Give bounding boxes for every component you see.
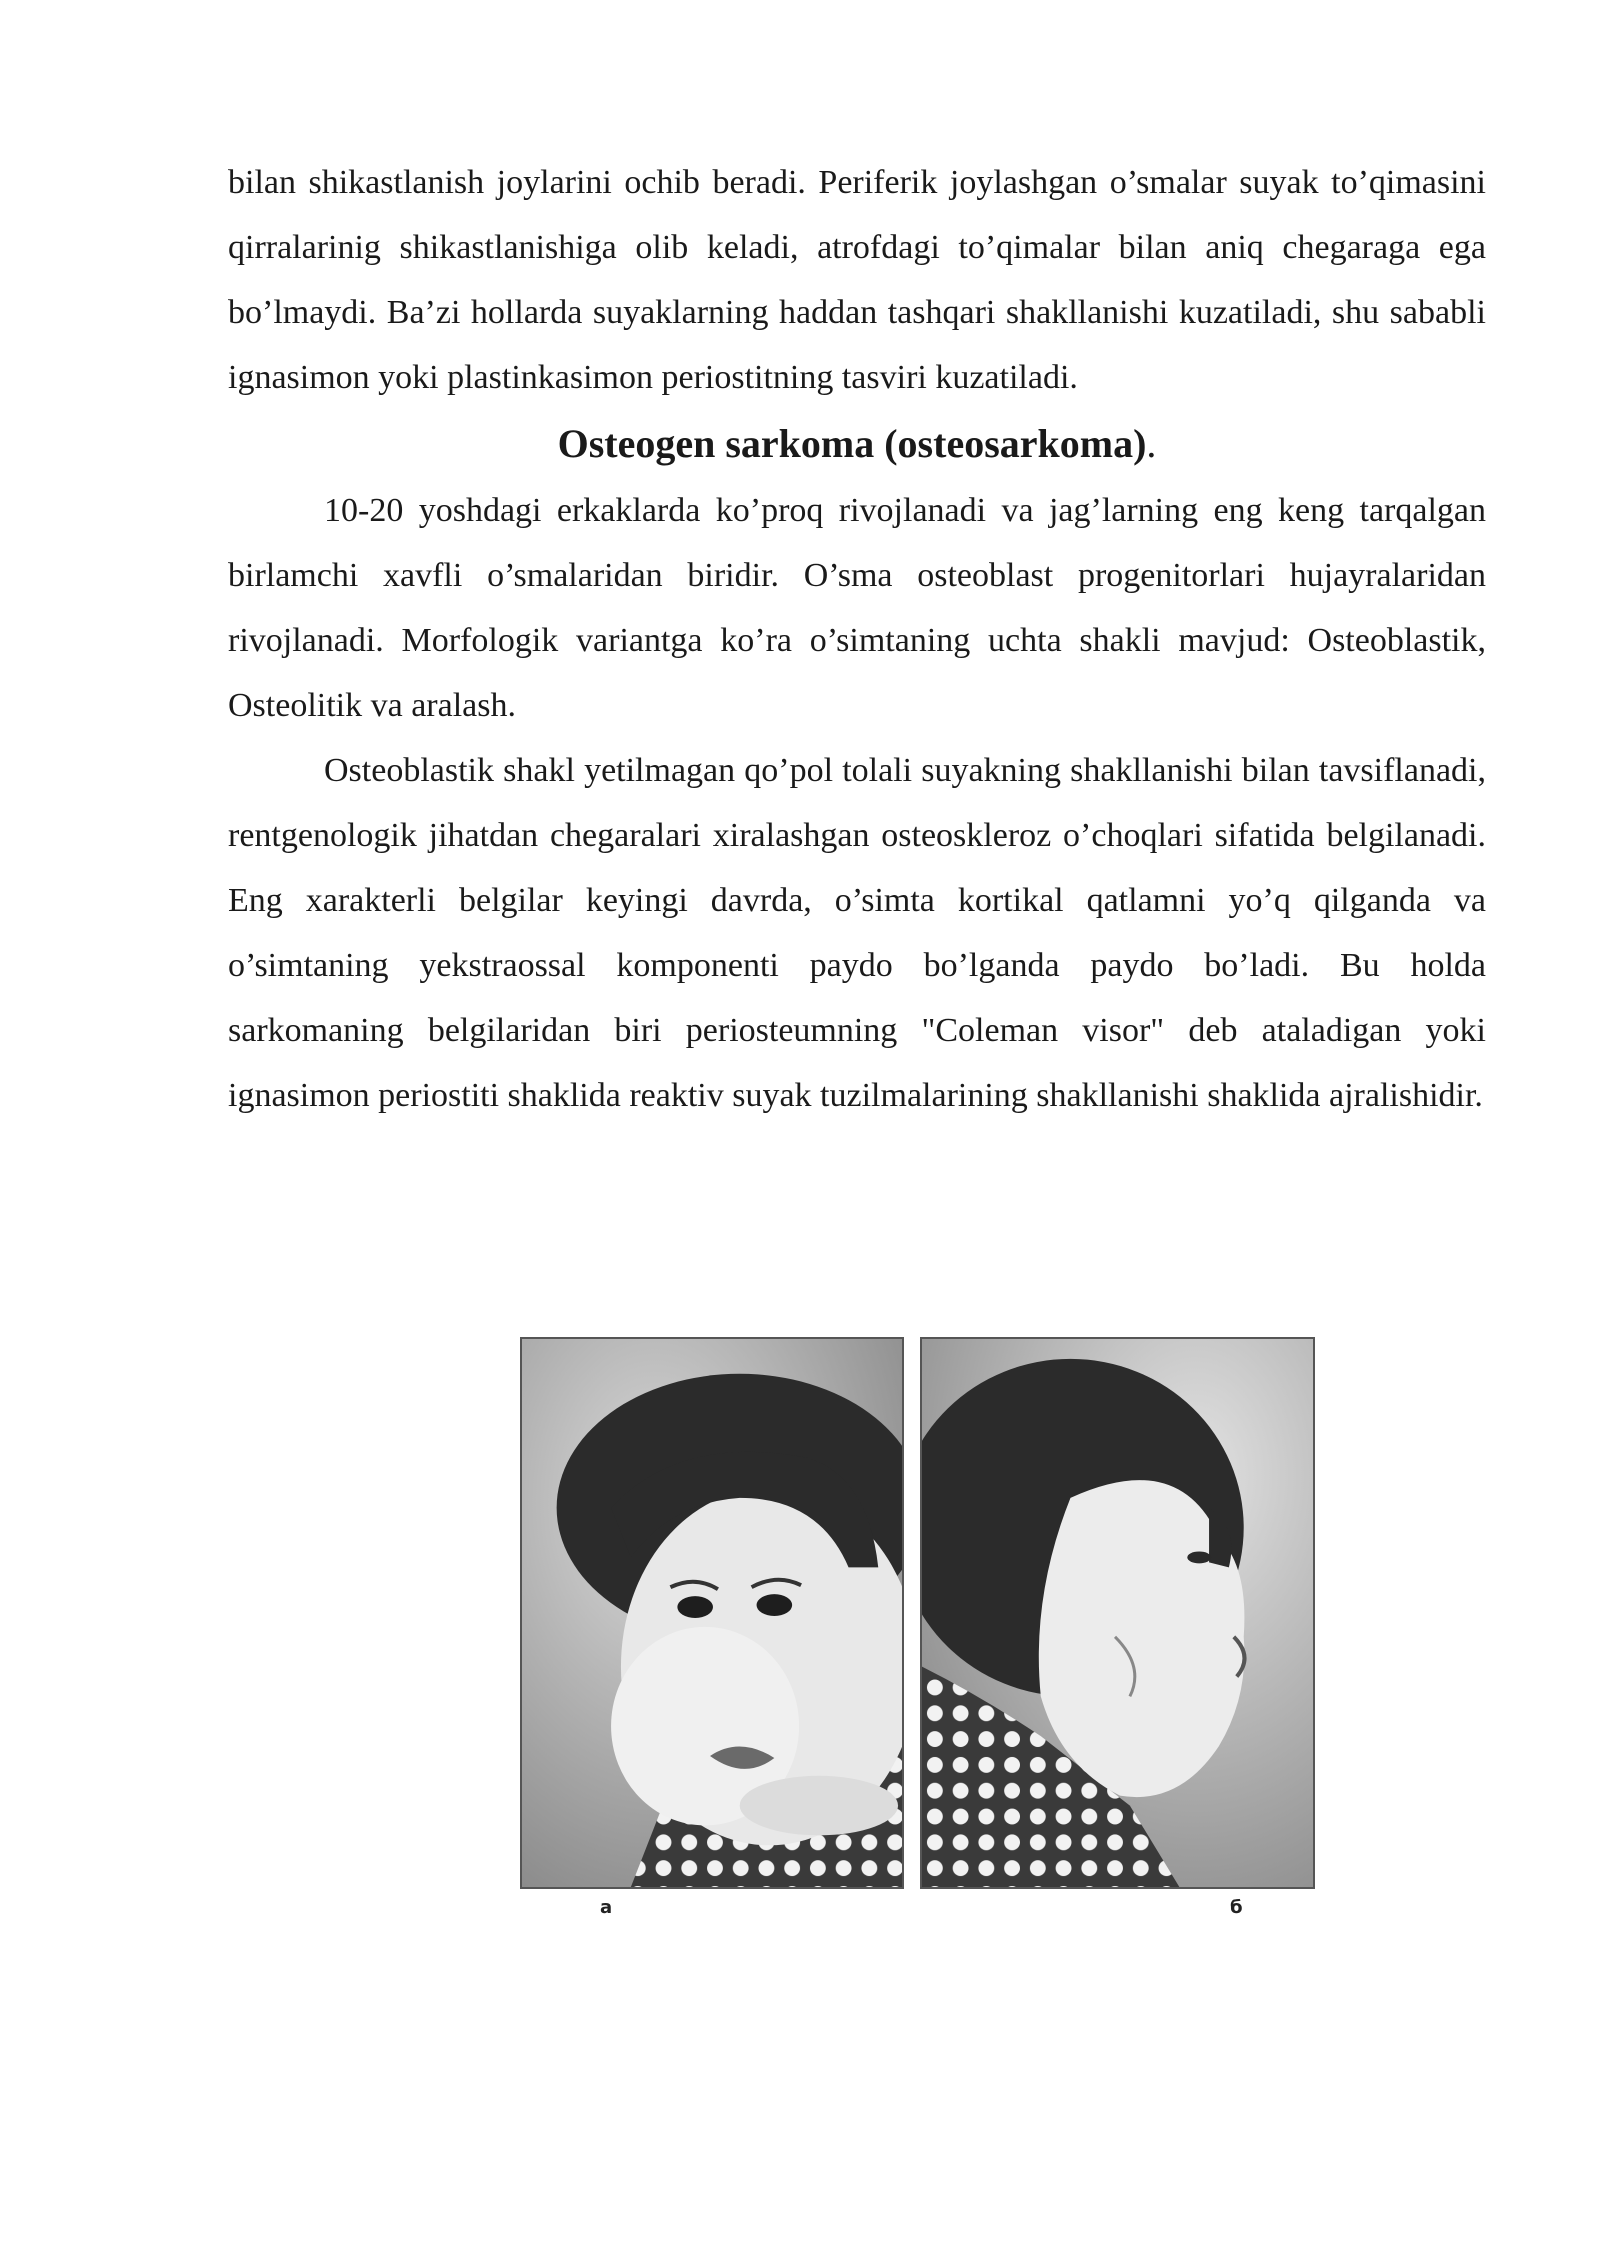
patient-photo-profile xyxy=(920,1337,1315,1889)
section-heading-title: Osteogen sarkoma (osteosarkoma) xyxy=(557,421,1147,466)
figure-caption-a: a xyxy=(600,1897,613,1918)
body-paragraph-2: Osteoblastik shakl yetilmagan qo’pol tolali suyakning shakllanishi bilan tavsiflanadi, rentgenologik jihatdan chegaralari xiralashgan osteoskleroz o’choqlari sifatida belgilanadi. Eng xarakterli belgilar keyingi davrda, o’simta kortikal qatlamni yo’q qilganda va o’simtaning yekstraossal komponenti paydo bo’lganda paydo bo’ladi. Bu holda sarkomaning belgilaridan biri periosteumning "Coleman visor" deb ataladigan yoki ignasimon periostiti shaklida reaktiv suyak tuzilmalarining shakllanishi shaklida ajralishidir. xyxy=(228,752,1486,1114)
patient-photo-figure xyxy=(520,1337,1315,1925)
section-heading-period: . xyxy=(1146,421,1157,466)
intro-paragraph: bilan shikastlanish joylarini ochib beradi. Periferik joylashgan o’smalar suyak to’qimasini qirralarinig shikastlanishiga olib keladi, atrofdagi to’qimalar bilan aniq chegaraga ega bo’lmaydi. Ba’zi hollarda suyaklarning haddan tashqari shakllanishi kuzatiladi, shu sababli ignasimon yoki plastinkasimon periostitning tasviri kuzatiladi. xyxy=(228,164,1486,396)
document-page xyxy=(228,150,1486,1128)
patient-photo-front xyxy=(520,1337,904,1889)
figure-caption-b: б xyxy=(1230,1897,1243,1918)
body-paragraph-1: 10-20 yoshdagi erkaklarda ko’proq rivojlanadi va jag’larning eng keng tarqalgan birlamchi xavfli o’smalaridan biridir. O’sma osteoblast progenitorlari hujayralaridan rivojlanadi. Morfologik variantga ko’ra o’simtaning uchta shakli mavjud: Osteoblastik, Osteolitik va aralash. xyxy=(228,492,1486,724)
section-heading xyxy=(228,410,1486,478)
